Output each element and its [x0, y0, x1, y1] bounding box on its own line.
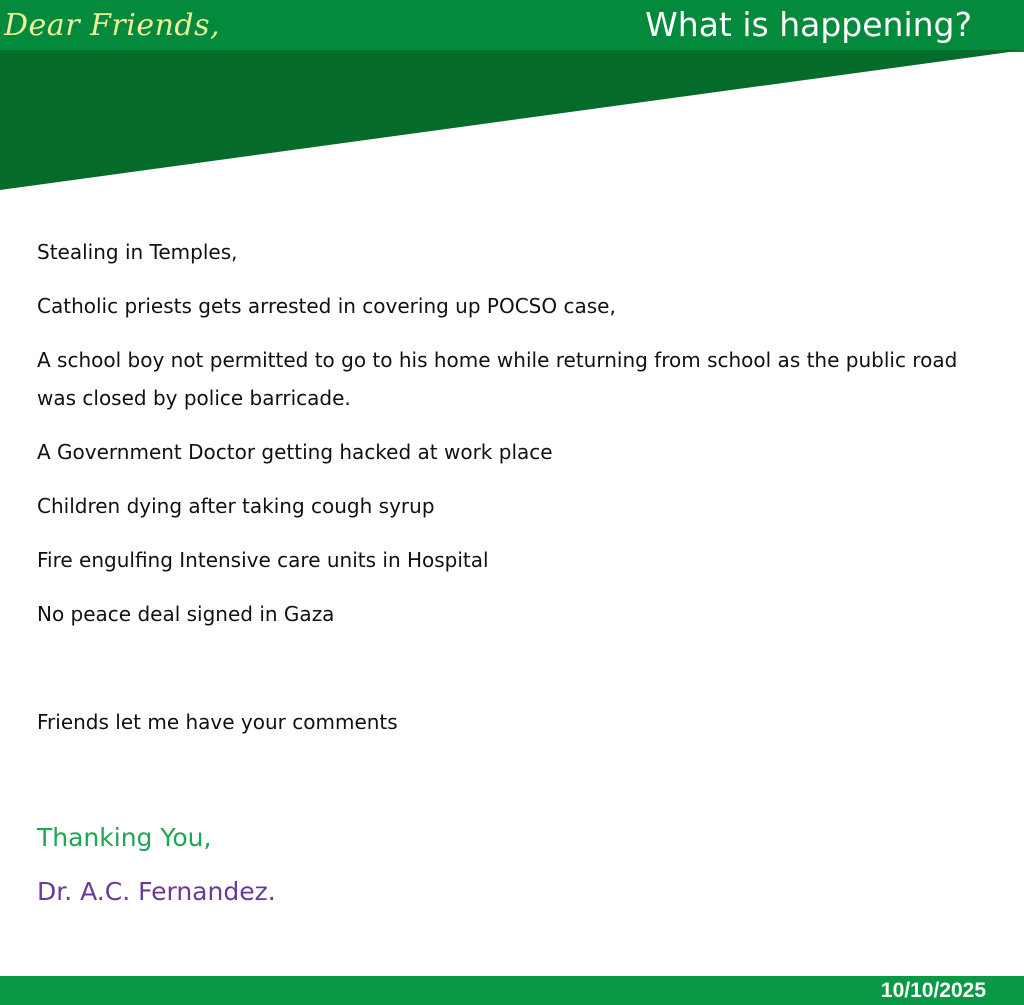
header-wedge-shape — [0, 50, 1024, 190]
signature: Dr. A.C. Fernandez. — [37, 877, 276, 906]
page-title: What is happening? — [645, 5, 972, 44]
body-line: Children dying after taking cough syrup — [37, 494, 435, 518]
greeting: Dear Friends, — [4, 8, 221, 43]
footer-band — [0, 976, 1024, 1005]
comment-request: Friends let me have your comments — [37, 710, 398, 734]
body-line: Catholic priests gets arrested in covering up POCSO case, — [37, 294, 616, 318]
body-line: A school boy not permitted to go to his home while returning from school as the public road was closed by police barricade. — [37, 348, 958, 410]
closing — [37, 818, 276, 912]
letter-body — [37, 233, 992, 741]
body-line: A Government Doctor getting hacked at work place — [37, 440, 553, 464]
body-line: No peace deal signed in Gaza — [37, 602, 335, 626]
thanks-line: Thanking You, — [37, 823, 212, 852]
footer-date: 10/10/2025 — [880, 979, 986, 1002]
body-line: Stealing in Temples, — [37, 240, 238, 264]
body-line: Fire engulfing Intensive care units in Hospital — [37, 548, 489, 572]
